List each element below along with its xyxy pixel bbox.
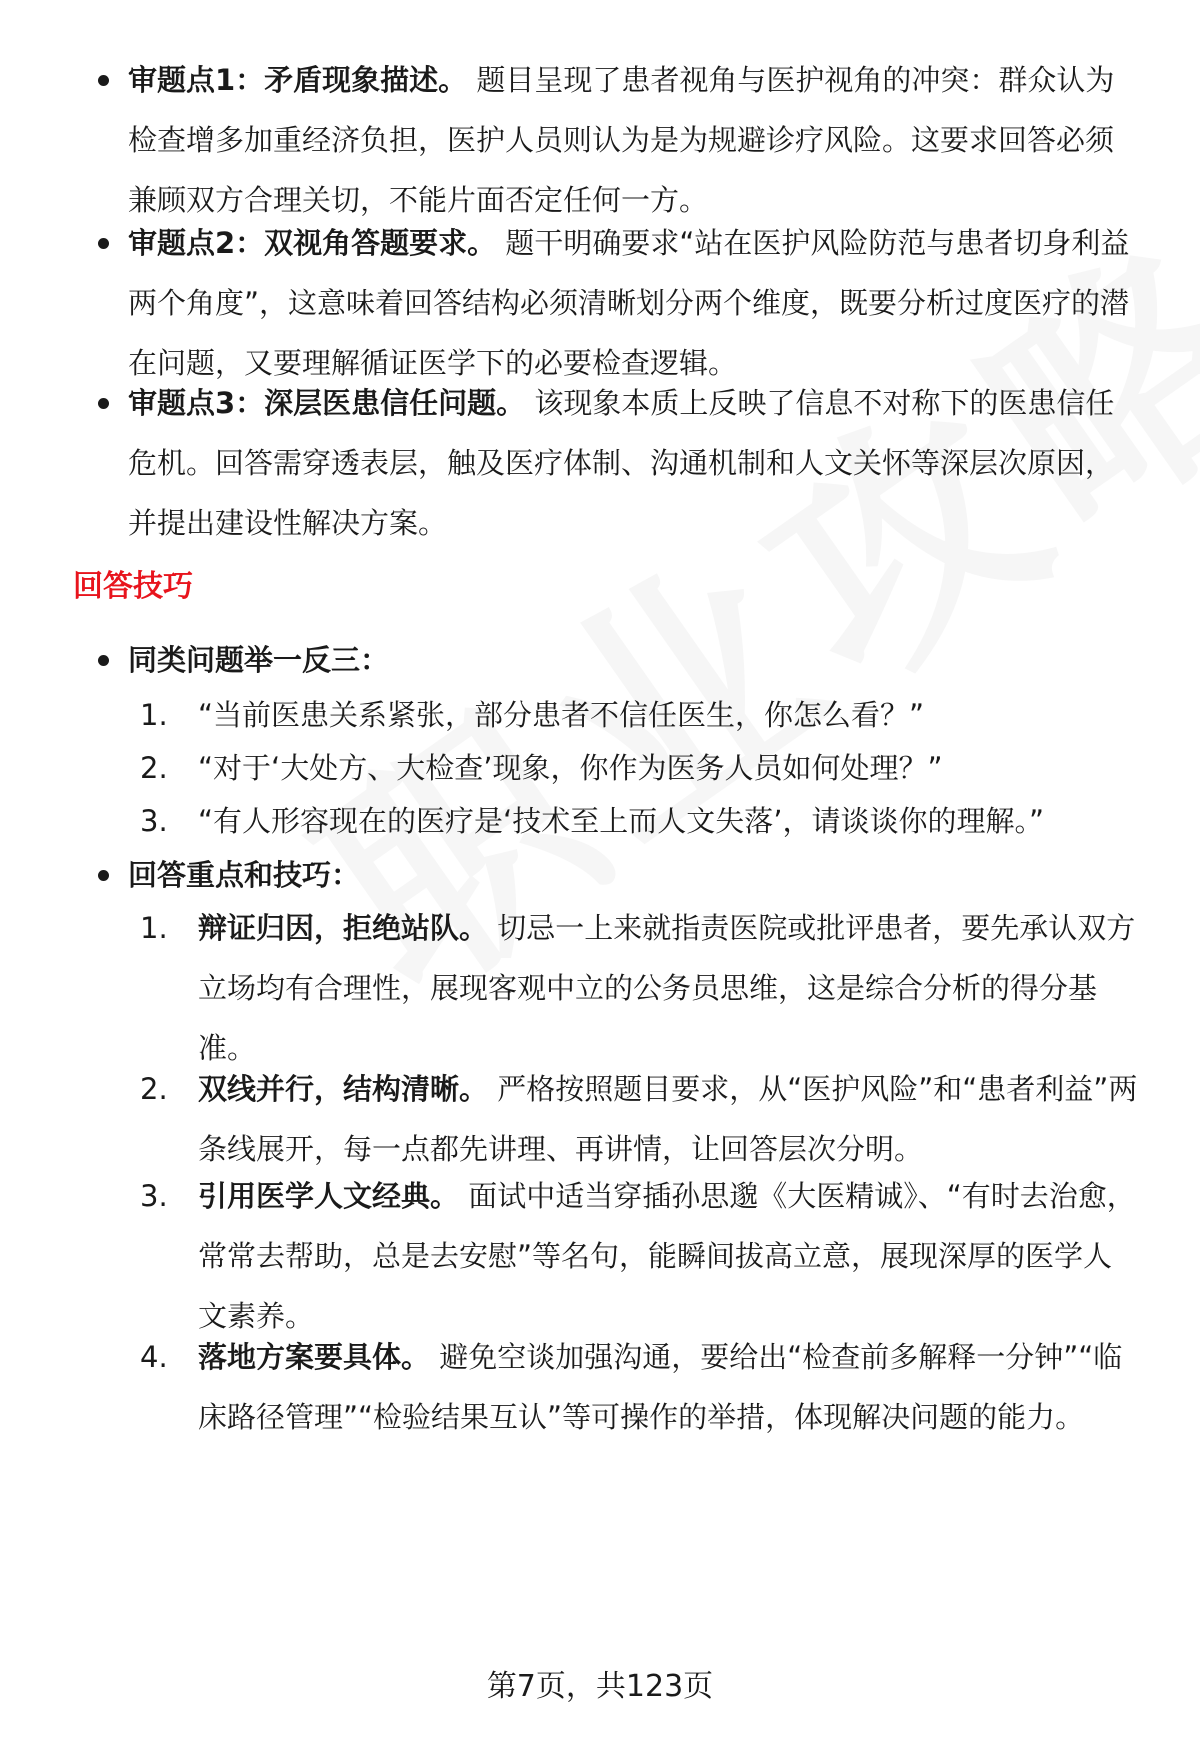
list-text: “当前医患关系紧张，部分患者不信任医生，你怎么看？” (198, 698, 925, 732)
page-footer: 第7页，共123页 (486, 1669, 714, 1704)
tip-title: 双线并行，结构清晰。 (198, 1072, 489, 1106)
list-text: “有人形容现在的医疗是‘技术至上而人文失落’，请谈谈你的理解。” (198, 804, 1044, 838)
list-number: 3. (140, 1179, 168, 1213)
bullet-icon (98, 75, 109, 86)
bullet-icon (98, 655, 109, 666)
list-item (140, 738, 1140, 798)
review-point-title: 审题点2：双视角答题要求。 (128, 226, 497, 260)
tip-title: 辩证归因，拒绝站队。 (198, 911, 489, 945)
review-point-title: 审题点3：深层医患信任问题。 (128, 386, 526, 420)
bullet-icon (98, 238, 109, 249)
bullet-icon (98, 870, 109, 881)
tip-title: 落地方案要具体。 (198, 1340, 431, 1374)
review-point-title: 审题点1：矛盾现象描述。 (128, 63, 468, 97)
similar-questions (90, 630, 1140, 690)
list-number: 1. (140, 911, 168, 945)
list-number: 2. (140, 751, 168, 785)
review-point-body: 该现象本质上反映了信息不对称下的医患信任危机。回答需穿透表层，触及医疗体制、沟通机制和人文关怀等深层次原因，并提出建设性解决方案。 (128, 386, 1115, 540)
review-point-2 (90, 213, 1140, 393)
list-text: “对于‘大处方、大检查’现象，你作为医务人员如何处理？” (198, 751, 943, 785)
list-item (140, 898, 1140, 1078)
list-item (140, 1327, 1140, 1447)
answer-tips (90, 845, 1140, 905)
list-item (140, 1059, 1140, 1179)
review-point-3 (90, 373, 1140, 553)
tip-body: 严格按照题目要求，从“医护风险”和“患者利益”两条线展开，每一点都先讲理、再讲情，让回答层次分明。 (198, 1072, 1138, 1166)
list-number: 3. (140, 804, 168, 838)
similar-title: 同类问题举一反三： (128, 643, 390, 677)
list-number: 1. (140, 698, 168, 732)
list-item (140, 1166, 1140, 1346)
tip-body: 面试中适当穿插孙思邈《大医精诚》、“有时去治愈，常常去帮助，总是去安慰”等名句，能瞬间拔高立意，展现深厚的医学人文素养。 (198, 1179, 1136, 1333)
review-point-1 (90, 50, 1140, 230)
tip-body: 切忌一上来就指责医院或批评患者，要先承认双方立场均有合理性，展现客观中立的公务员思维，这是综合分析的得分基准。 (198, 911, 1136, 1065)
list-item (140, 685, 1140, 745)
tip-title: 引用医学人文经典。 (198, 1179, 460, 1213)
list-number: 4. (140, 1340, 168, 1374)
bullet-icon (98, 398, 109, 409)
list-number: 2. (140, 1072, 168, 1106)
list-item (140, 791, 1140, 851)
review-point-body: 题目呈现了患者视角与医护视角的冲突：群众认为检查增多加重经济负担，医护人员则认为是为规避诊疗风险。这要求回答必须兼顾双方合理关切，不能片面否定任何一方。 (128, 63, 1115, 217)
review-point-body: 题干明确要求“站在医护风险防范与患者切身利益两个角度”，这意味着回答结构必须清晰划分两个维度，既要分析过度医疗的潜在问题，又要理解循证医学下的必要检查逻辑。 (128, 226, 1130, 380)
tip-body: 避免空谈加强沟通，要给出“检查前多解释一分钟”“临床路径管理”“检验结果互认”等可操作的举措，体现解决问题的能力。 (198, 1340, 1123, 1434)
section-heading: 回答技巧 (73, 569, 193, 604)
tips-title: 回答重点和技巧： (128, 858, 361, 892)
